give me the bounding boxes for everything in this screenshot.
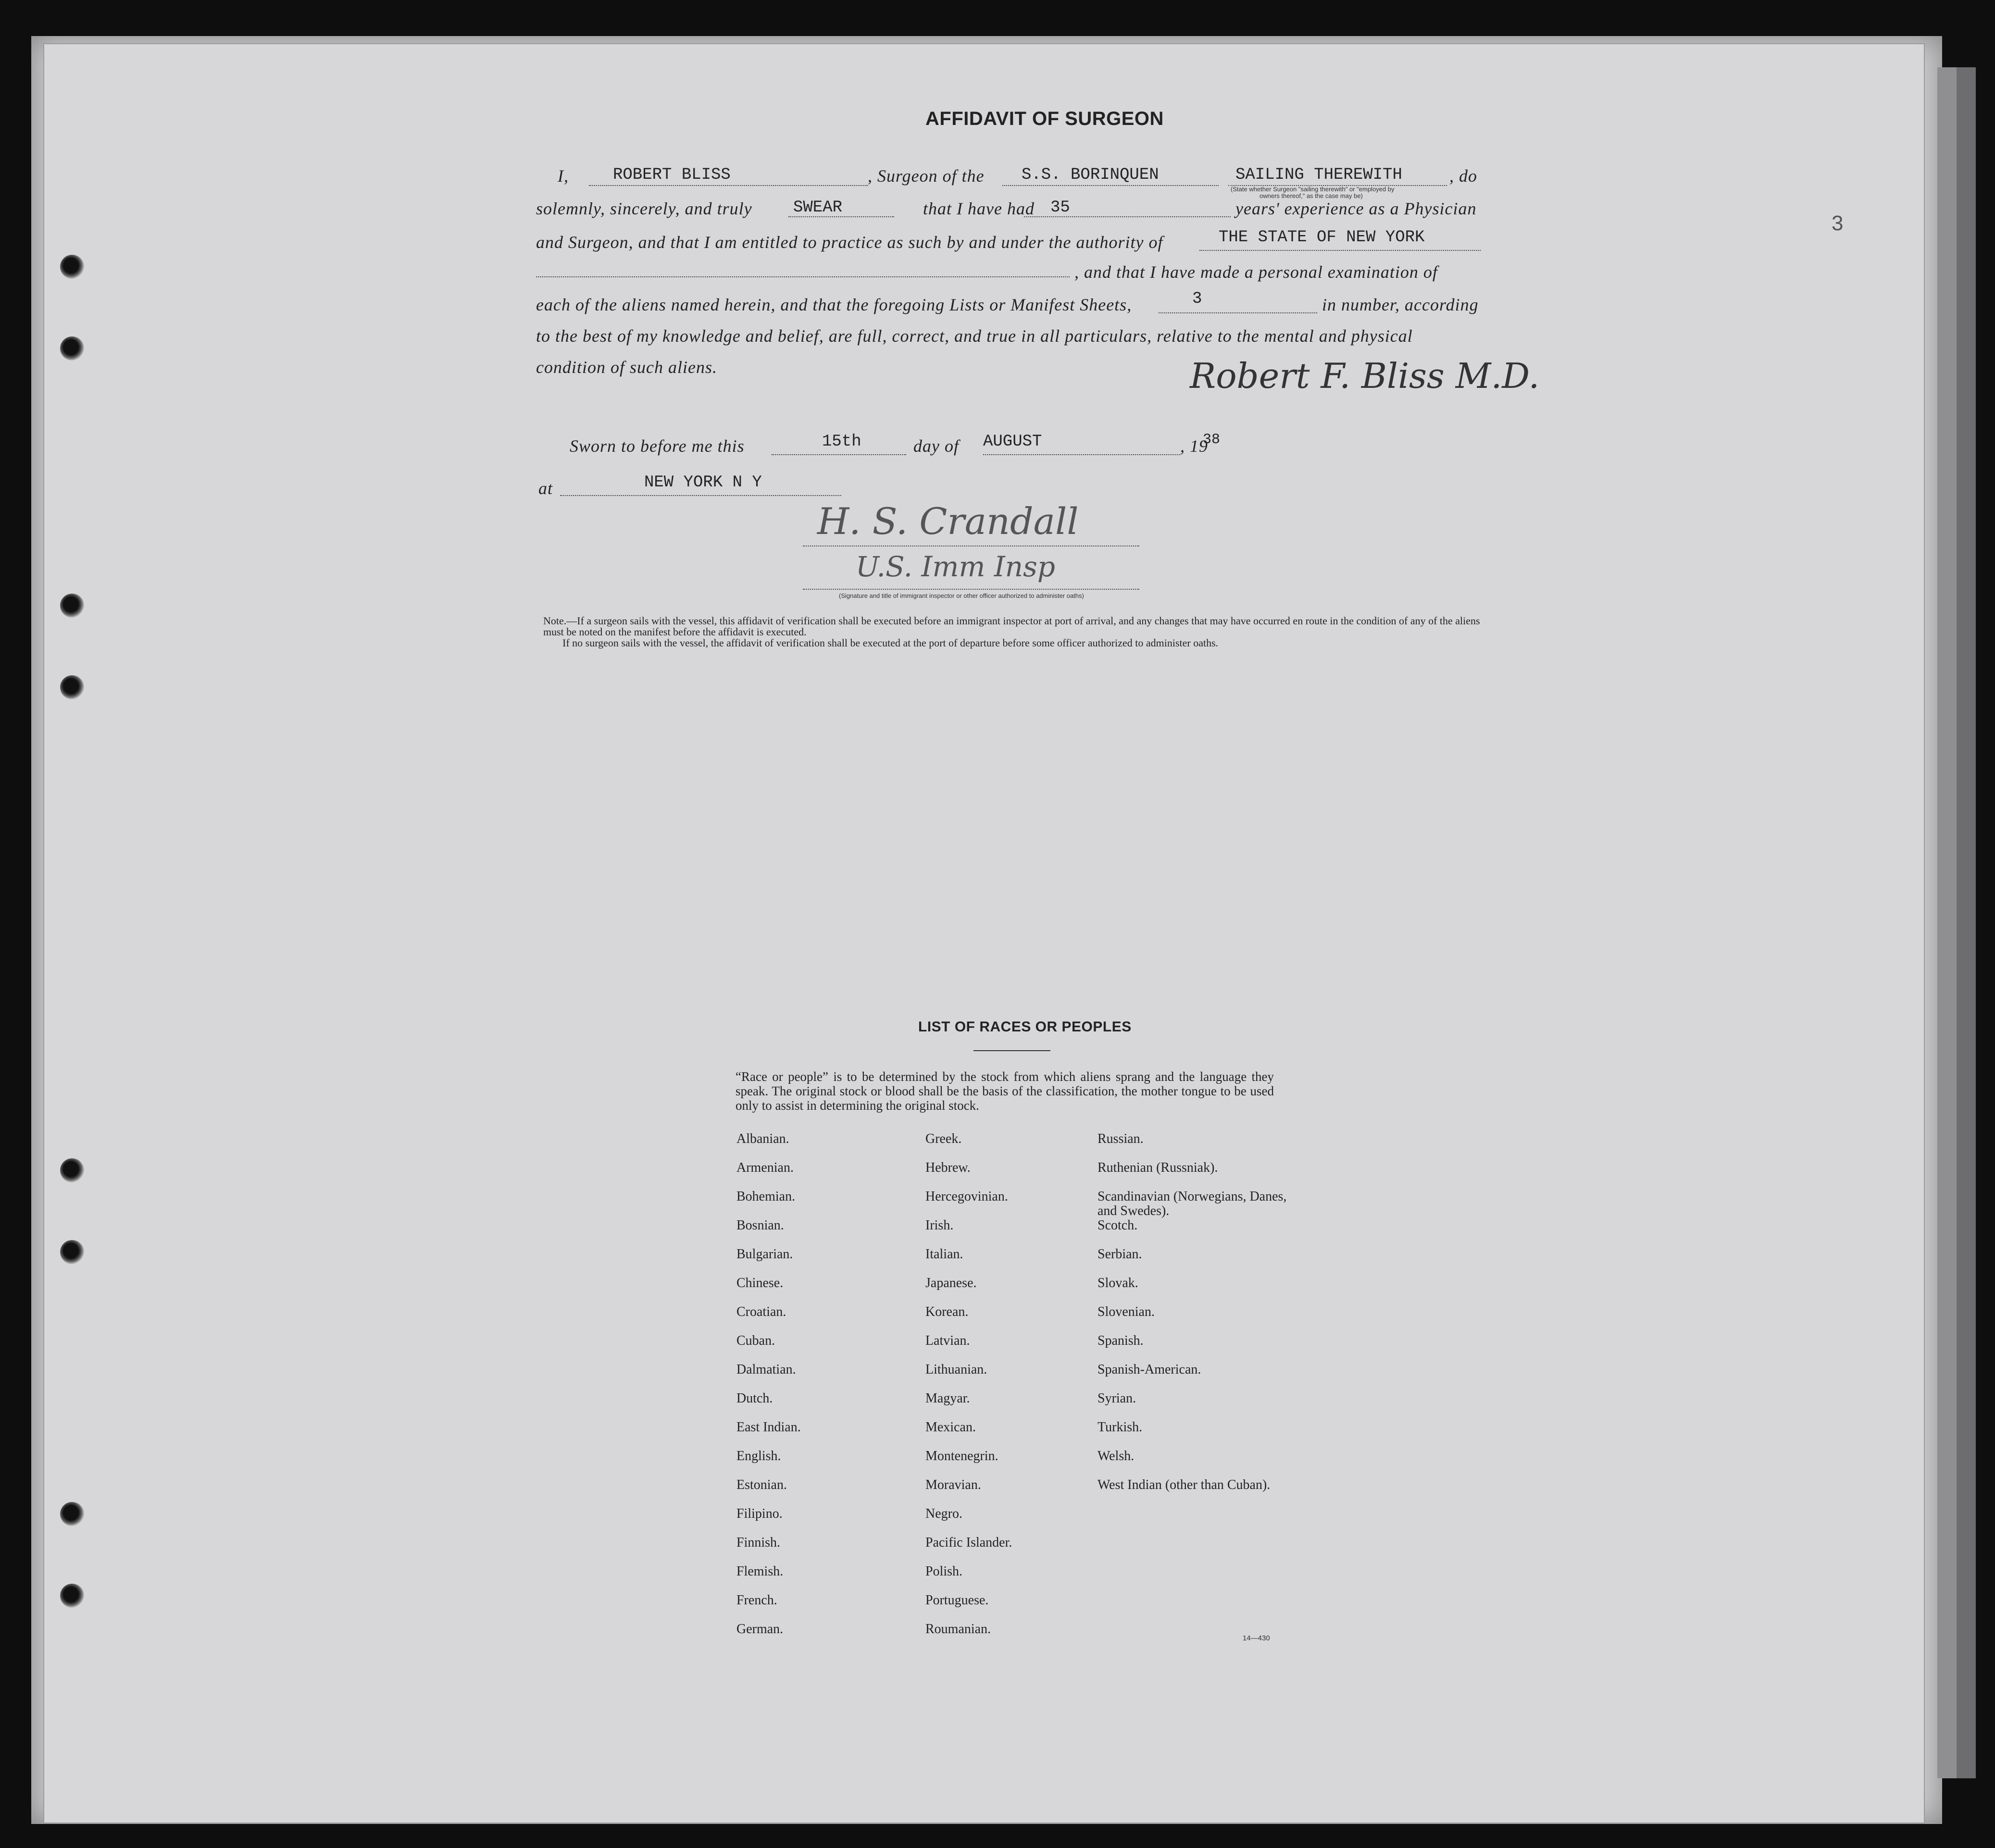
race-item: Dalmatian. (736, 1362, 796, 1377)
affidavit-note (543, 615, 1485, 648)
race-item: Slovenian. (1097, 1304, 1155, 1319)
affidavit-text: , and that I have made a personal examination of (1074, 262, 1438, 282)
licensing-authority: THE STATE OF NEW YORK (1219, 228, 1425, 247)
binder-hole-icon (60, 1584, 84, 1608)
races-intro: “Race or people” is to be determined by the stock from which aliens sprang and the language they speak. The original stock or blood shall be the basis of the classification, the mother tongue to be used only to assist in determining the original stock. (736, 1069, 1274, 1113)
binder-hole-icon (60, 594, 84, 618)
binder-hole-icon (60, 255, 84, 279)
blank-line (1199, 250, 1481, 251)
affidavit-text: to the best of my knowledge and belief, are full, correct, and true in all particulars, relative to the mental and physical (536, 326, 1413, 346)
years-experience: 35 (1050, 198, 1070, 217)
race-item: Japanese. (925, 1276, 977, 1290)
race-item: Slovak. (1097, 1276, 1138, 1290)
races-title: LIST OF RACES OR PEOPLES (918, 1019, 1132, 1035)
surgeon-capacity: SAILING THEREWITH (1235, 166, 1402, 184)
race-item: Spanish-American. (1097, 1362, 1201, 1377)
race-item: Welsh. (1097, 1449, 1135, 1464)
race-item: Turkish. (1097, 1420, 1143, 1435)
note-paragraph: If no surgeon sails with the vessel, the affidavit of verification shall be executed at the port of departure before some officer authorized to administer oaths. (562, 637, 1219, 649)
affidavit-title: AFFIDAVIT OF SURGEON (925, 108, 1164, 129)
page-edge-strip-back (1957, 67, 1976, 1778)
blank-line (772, 454, 906, 455)
race-item: Spanish. (1097, 1333, 1144, 1348)
race-item: Armenian. (736, 1160, 794, 1175)
binder-hole-icon (60, 1502, 84, 1526)
race-item: Mexican. (925, 1420, 976, 1435)
blank-line (589, 185, 868, 186)
sworn-text: at (538, 479, 553, 498)
race-item: Italian. (925, 1247, 963, 1262)
race-item: German. (736, 1622, 784, 1637)
officer-title: U.S. Imm Insp (856, 550, 1056, 583)
race-item: Cuban. (736, 1333, 775, 1348)
race-item: Magyar. (925, 1391, 970, 1406)
race-item: Lithuanian. (925, 1362, 987, 1377)
sworn-day: 15th (822, 433, 861, 451)
race-item: French. (736, 1593, 777, 1608)
affidavit-text: in number, according (1322, 295, 1479, 314)
title-rule (973, 1050, 1050, 1051)
race-item: East Indian. (736, 1420, 801, 1435)
binder-hole-icon (60, 1158, 84, 1182)
affidavit-text: condition of such aliens. (536, 358, 717, 377)
race-item: Serbian. (1097, 1247, 1142, 1262)
races-column-2 (925, 1132, 1012, 1651)
note-paragraph: Note.—If a surgeon sails with the vessel, this affidavit of verification shall be executed before an immigrant inspector at port of arrival, and any changes that may have occurred en route in the condition of any of the aliens must be noted on the manifest before the affidavit is executed. (543, 615, 1480, 638)
blank-line (803, 589, 1139, 590)
sworn-text: Sworn to before me this (570, 436, 745, 456)
binder-hole-icon (60, 1240, 84, 1264)
race-item: Hercegovinian. (925, 1189, 1008, 1204)
affidavit-text: years' experience as a Physician (1235, 199, 1477, 218)
binder-hole-icon (60, 336, 84, 360)
page-number: 3 (1832, 211, 1844, 235)
race-item: Irish. (925, 1218, 954, 1233)
race-item: Latvian. (925, 1333, 970, 1348)
race-item: Estonian. (736, 1477, 787, 1492)
race-item: West Indian (other than Cuban). (1097, 1477, 1271, 1492)
race-item: Pacific Islander. (925, 1535, 1012, 1550)
race-item: Finnish. (736, 1535, 781, 1550)
race-item: Moravian. (925, 1477, 981, 1492)
officer-caption: (Signature and title of immigrant inspector or other officer authorized to administer oaths) (839, 592, 1084, 599)
sworn-place: NEW YORK N Y (644, 473, 762, 492)
race-item: Scotch. (1097, 1218, 1138, 1233)
blank-line (536, 276, 1070, 277)
blank-line (560, 495, 841, 496)
surgeon-name: ROBERT BLISS (613, 166, 731, 184)
affidavit-text: I, (558, 166, 569, 186)
affidavit-text: and Surgeon, and that I am entitled to practice as such by and under the authority of (536, 233, 1163, 252)
capacity-hint: owners thereof," as the case may be) (1259, 192, 1363, 199)
race-item: Negro. (925, 1506, 962, 1521)
race-item: Bulgarian. (736, 1247, 793, 1262)
form-number: 14—430 (1243, 1634, 1270, 1642)
binder-hole-icon (60, 675, 84, 699)
race-item: Croatian. (736, 1304, 786, 1319)
race-item: Flemish. (736, 1564, 784, 1579)
races-column-3 (1097, 1132, 1290, 1507)
race-item: Korean. (925, 1304, 969, 1319)
oath-type: SWEAR (793, 198, 843, 217)
races-column-1 (736, 1132, 801, 1651)
race-item: Ruthenian (Russniak). (1097, 1160, 1218, 1175)
manifest-sheets-count: 3 (1192, 290, 1202, 308)
race-item: Albanian. (736, 1131, 789, 1146)
race-item: Scandinavian (Norwegians, Danes, and Swedes). (1097, 1189, 1287, 1218)
race-item: Portuguese. (925, 1593, 989, 1608)
race-item: Polish. (925, 1564, 963, 1579)
race-item: Dutch. (736, 1391, 773, 1406)
sworn-text: day of (913, 436, 959, 456)
affidavit-text: , Surgeon of the (868, 166, 985, 186)
sworn-text: , 19 (1180, 436, 1208, 456)
blank-line (983, 454, 1180, 455)
blank-line (1002, 185, 1219, 186)
race-item: Bosnian. (736, 1218, 784, 1233)
blank-line (1159, 312, 1317, 313)
sworn-month: AUGUST (983, 433, 1042, 451)
race-item: Greek. (925, 1131, 962, 1146)
race-item: Filipino. (736, 1506, 783, 1521)
affidavit-text: , do (1449, 166, 1477, 186)
race-item: Montenegrin. (925, 1449, 998, 1464)
sworn-year: 38 (1203, 432, 1221, 448)
race-item: Russian. (1097, 1131, 1144, 1146)
affidavit-text: that I have had (923, 199, 1035, 218)
race-item: Bohemian. (736, 1189, 796, 1204)
affidavit-text: solemnly, sincerely, and truly (536, 199, 752, 218)
race-item: English. (736, 1449, 781, 1464)
race-item: Syrian. (1097, 1391, 1136, 1406)
vessel-name: S.S. BORINQUEN (1022, 166, 1159, 184)
race-item: Hebrew. (925, 1160, 971, 1175)
officer-signature: H. S. Crandall (817, 500, 1079, 543)
race-item: Roumanian. (925, 1622, 991, 1637)
capacity-hint: (State whether Surgeon "sailing therewith" or "employed by (1231, 186, 1395, 193)
surgeon-signature: Robert F. Bliss M.D. (1190, 356, 1540, 396)
affidavit-text: each of the aliens named herein, and that the foregoing Lists or Manifest Sheets, (536, 295, 1132, 314)
race-item: Chinese. (736, 1276, 784, 1290)
